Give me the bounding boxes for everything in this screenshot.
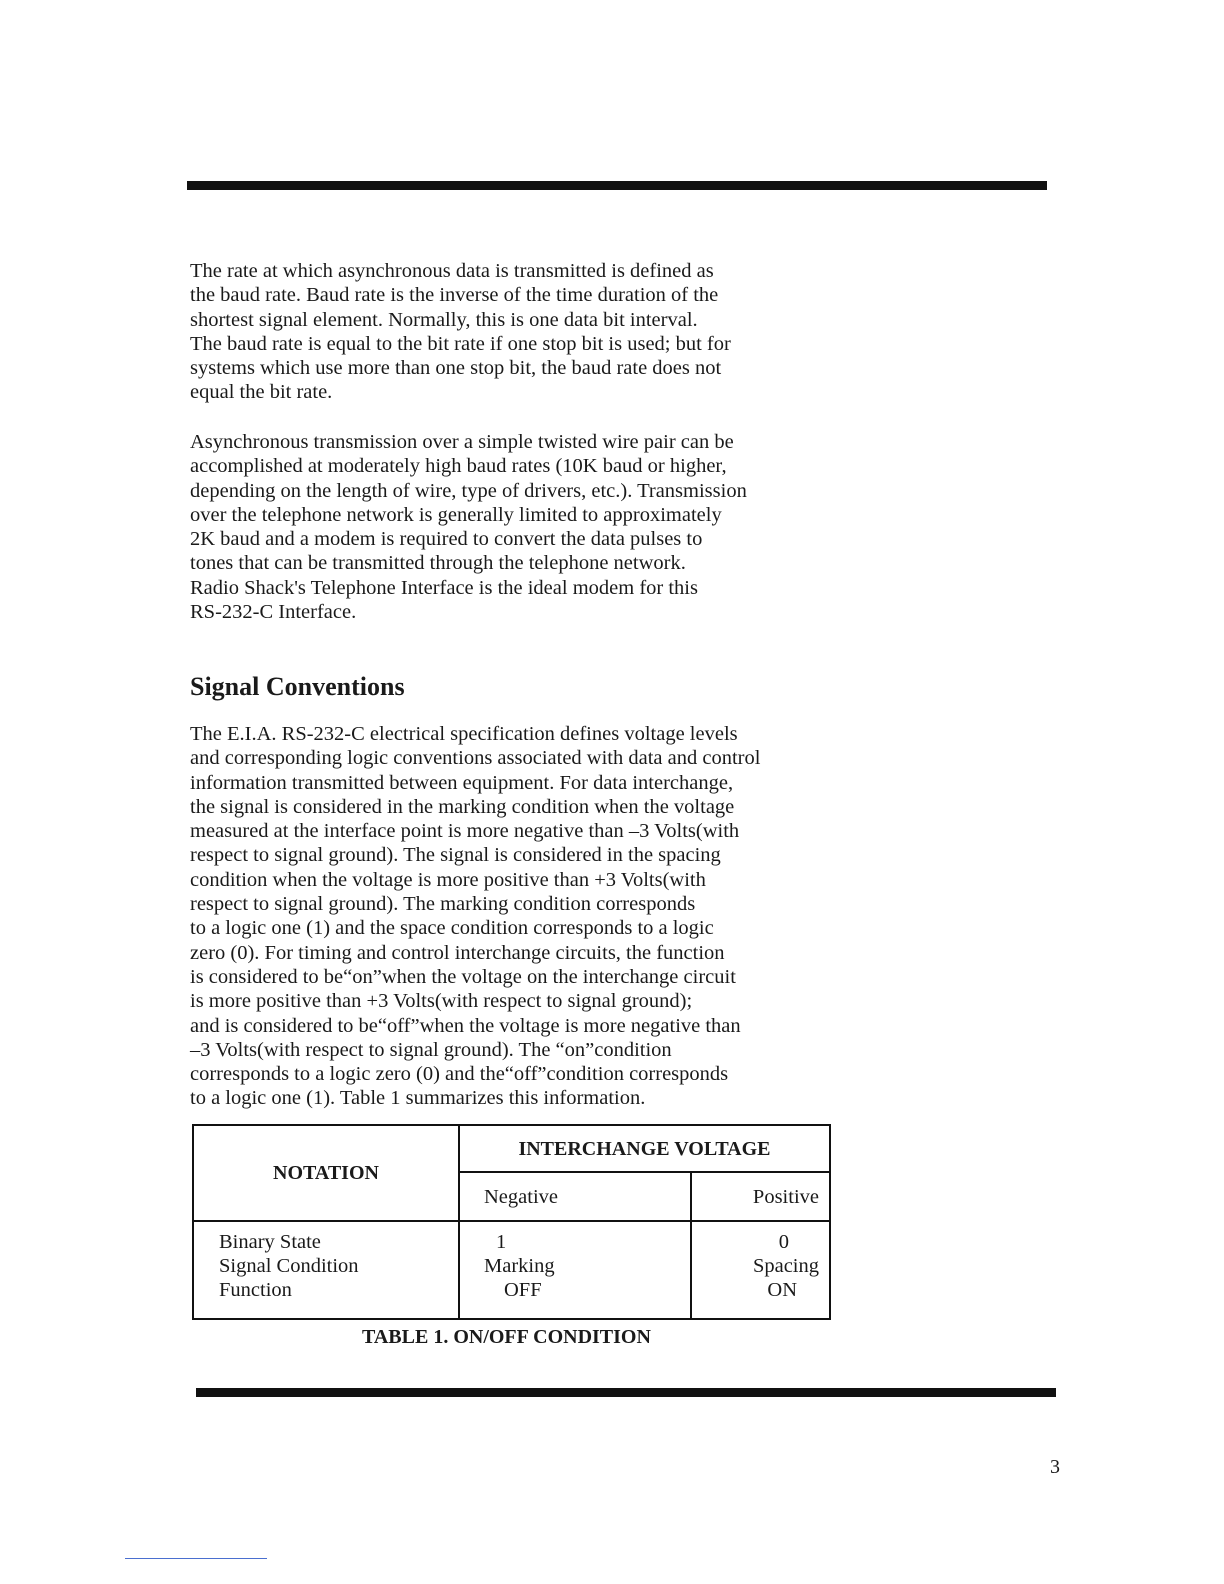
- text-line: respect to signal ground). The signal is considered in the spacing: [190, 844, 721, 867]
- text-line: and corresponding logic conventions associated with data and control: [190, 747, 761, 770]
- footnote-rule: [125, 1558, 267, 1559]
- text-line: to a logic one (1). Table 1 summarizes this information.: [190, 1087, 646, 1110]
- negative-value: 1: [496, 1231, 507, 1253]
- positive-header: Positive: [691, 1172, 830, 1221]
- text-line: corresponds to a logic zero (0) and the“off”condition corresponds: [190, 1063, 729, 1086]
- positive-value: 0: [778, 1231, 789, 1253]
- positive-values-cell: [691, 1221, 830, 1319]
- text-line: RS-232-C Interface.: [190, 601, 357, 624]
- negative-value: OFF: [504, 1279, 542, 1301]
- bottom-rule: [196, 1388, 1056, 1397]
- text-line: and is considered to be“off”when the voltage is more negative than: [190, 1014, 741, 1037]
- signal-conventions-paragraph: [190, 722, 760, 1111]
- text-line: information transmitted between equipment. For data interchange,: [190, 771, 734, 794]
- table-row: [193, 1221, 830, 1319]
- text-line: over the telephone network is generally limited to approximately: [190, 503, 722, 526]
- text-line: Radio Shack's Telephone Interface is the ideal modem for this: [190, 576, 698, 599]
- notation-labels-cell: [193, 1221, 459, 1319]
- top-rule: [187, 181, 1047, 190]
- text-line: depending on the length of wire, type of drivers, etc.). Transmission: [190, 479, 747, 502]
- positive-value: Spacing: [752, 1255, 819, 1277]
- table-header-row: [193, 1125, 830, 1172]
- text-line: to a logic one (1) and the space condition corresponds to a logic: [190, 917, 714, 940]
- notation-header: NOTATION: [193, 1125, 459, 1221]
- async-transmission-paragraph: [190, 430, 747, 624]
- notation-label: Binary State: [219, 1231, 321, 1253]
- section-heading: Signal Conventions: [190, 672, 405, 701]
- text-line: The E.I.A. RS-232-C electrical specification defines voltage levels: [190, 723, 738, 745]
- text-line: The rate at which asynchronous data is transmitted is defined as: [190, 260, 714, 282]
- text-line: Asynchronous transmission over a simple twisted wire pair can be: [190, 431, 734, 453]
- text-line: 2K baud and a modem is required to convert the data pulses to: [190, 528, 703, 551]
- text-line: is more positive than +3 Volts(with respect to signal ground);: [190, 990, 693, 1013]
- notation-label: Function: [219, 1279, 292, 1301]
- notation-label: Signal Condition: [219, 1255, 359, 1277]
- negative-value: Marking: [484, 1255, 555, 1277]
- text-line: tones that can be transmitted through the telephone network.: [190, 552, 686, 575]
- negative-header: Negative: [459, 1172, 691, 1221]
- text-line: –3 Volts(with respect to signal ground). The “on”condition: [190, 1038, 672, 1061]
- text-line: shortest signal element. Normally, this is one data bit interval.: [190, 308, 698, 331]
- text-line: the baud rate. Baud rate is the inverse of the time duration of the: [190, 284, 719, 307]
- page-number: 3: [1050, 1456, 1060, 1478]
- text-line: the signal is considered in the marking condition when the voltage: [190, 795, 735, 818]
- on-off-condition-table: [192, 1124, 831, 1320]
- text-line: measured at the interface point is more negative than –3 Volts(with: [190, 820, 740, 843]
- interchange-voltage-header: INTERCHANGE VOLTAGE: [459, 1125, 830, 1172]
- positive-value: ON: [767, 1279, 797, 1301]
- text-line: The baud rate is equal to the bit rate if one stop bit is used; but for: [190, 332, 731, 355]
- text-line: equal the bit rate.: [190, 381, 333, 404]
- baud-rate-paragraph: [190, 259, 731, 405]
- text-line: accomplished at moderately high baud rates (10K baud or higher,: [190, 455, 727, 478]
- text-line: respect to signal ground). The marking condition corresponds: [190, 893, 696, 916]
- table-caption: TABLE 1. ON/OFF CONDITION: [362, 1326, 651, 1348]
- text-line: condition when the voltage is more positive than +3 Volts(with: [190, 868, 706, 891]
- negative-values-cell: [459, 1221, 691, 1319]
- text-line: is considered to be“on”when the voltage on the interchange circuit: [190, 965, 736, 988]
- text-line: systems which use more than one stop bit, the baud rate does not: [190, 357, 722, 380]
- text-line: zero (0). For timing and control interchange circuits, the function: [190, 941, 725, 964]
